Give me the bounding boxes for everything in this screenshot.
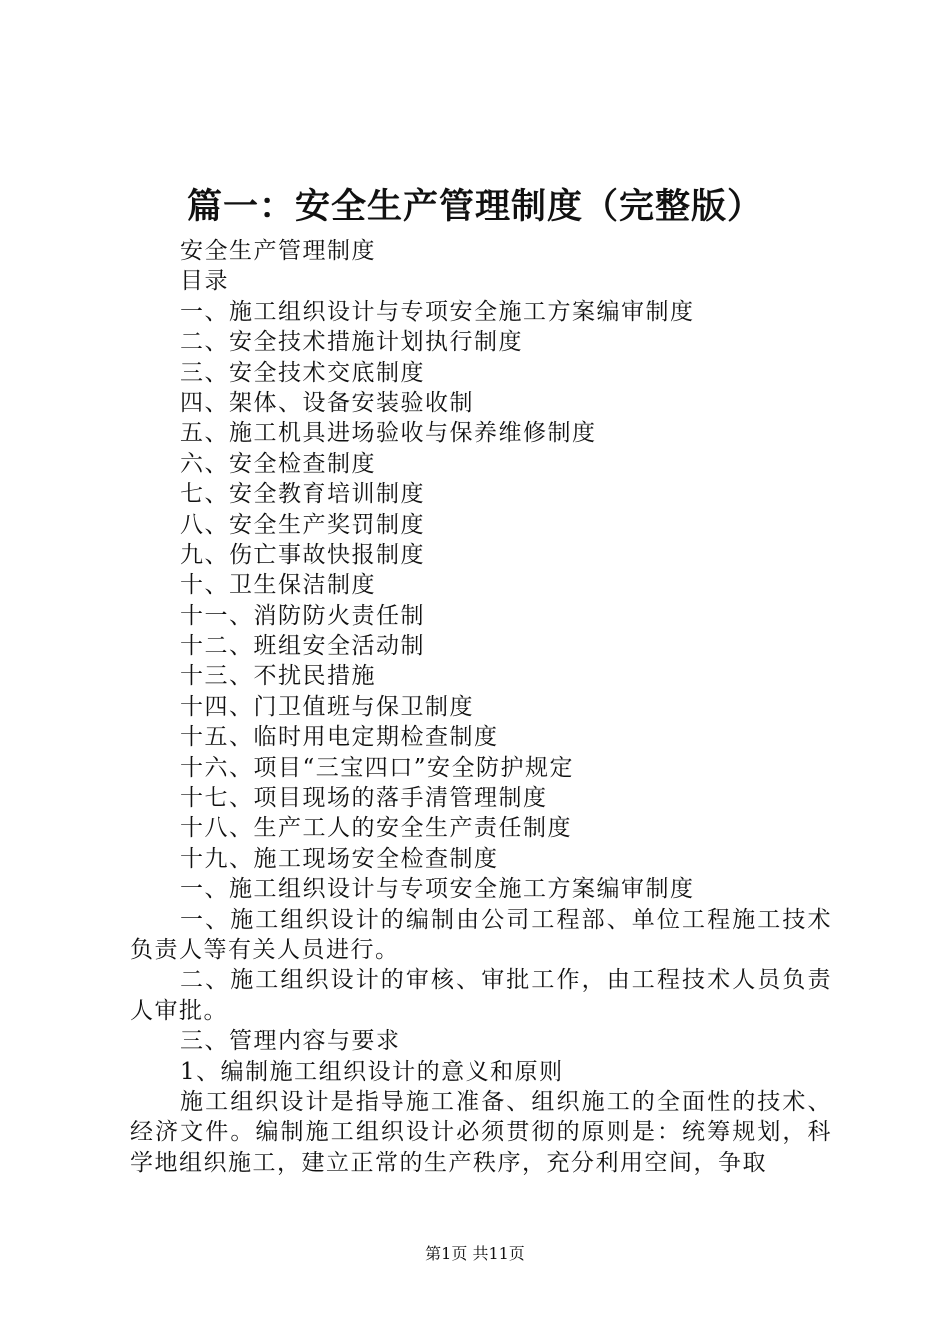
toc-item: 七、安全教育培训制度 bbox=[180, 481, 425, 508]
toc-item: 十一、消防防火责任制 bbox=[180, 602, 425, 629]
paragraph: 二、施工组织设计的审核、审批工作，由工程技术人员负责人审批。 bbox=[130, 967, 832, 1024]
page-footer: 第1页 共11页 bbox=[425, 1244, 525, 1263]
toc-item: 二、安全技术措施计划执行制度 bbox=[180, 329, 523, 356]
paragraph: 施工组织设计是指导施工准备、组织施工的全面性的技术、经济文件。编制施工组织设计必须贯彻的原则是：统筹规划，科学地组织施工，建立正常的生产秩序，充分利用空间，争取 bbox=[130, 1089, 832, 1176]
toc-list bbox=[130, 297, 832, 874]
toc-item: 十六、项目“三宝四口”安全防护规定 bbox=[180, 754, 575, 781]
toc-item: 十九、施工现场安全检查制度 bbox=[180, 845, 499, 872]
toc-item: 十七、项目现场的落手清管理制度 bbox=[180, 785, 548, 812]
toc-item: 十、卫生保洁制度 bbox=[180, 572, 376, 599]
toc-item: 十二、班组安全活动制 bbox=[180, 633, 425, 660]
toc-item: 一、施工组织设计与专项安全施工方案编审制度 bbox=[180, 298, 695, 325]
toc-item: 八、安全生产奖罚制度 bbox=[180, 511, 425, 538]
document-title: 篇一：安全生产管理制度（完整版） bbox=[186, 186, 763, 227]
toc-item: 三、安全技术交底制度 bbox=[180, 359, 425, 386]
paragraph: 一、施工组织设计的编制由公司工程部、单位工程施工技术负责人等有关人员进行。 bbox=[130, 906, 832, 963]
toc-item: 十八、生产工人的安全生产责任制度 bbox=[180, 815, 572, 842]
toc-item: 十四、门卫值班与保卫制度 bbox=[180, 693, 474, 720]
toc-item: 六、安全检查制度 bbox=[180, 450, 376, 477]
toc-item: 十三、不扰民措施 bbox=[180, 663, 376, 690]
toc-item: 十五、临时用电定期检查制度 bbox=[180, 724, 499, 751]
toc-item: 四、架体、设备安装验收制 bbox=[180, 389, 474, 416]
toc-heading: 目录 bbox=[180, 268, 229, 295]
toc-item: 五、施工机具进场验收与保养维修制度 bbox=[180, 420, 597, 447]
document-body bbox=[130, 236, 832, 1178]
section-heading: 一、施工组织设计与专项安全施工方案编审制度 bbox=[180, 876, 695, 903]
subtitle: 安全生产管理制度 bbox=[180, 238, 376, 264]
subheading: 三、管理内容与要求 bbox=[180, 1028, 401, 1055]
subheading: 1、编制施工组织设计的意义和原则 bbox=[180, 1058, 564, 1085]
toc-item: 九、伤亡事故快报制度 bbox=[180, 541, 425, 568]
